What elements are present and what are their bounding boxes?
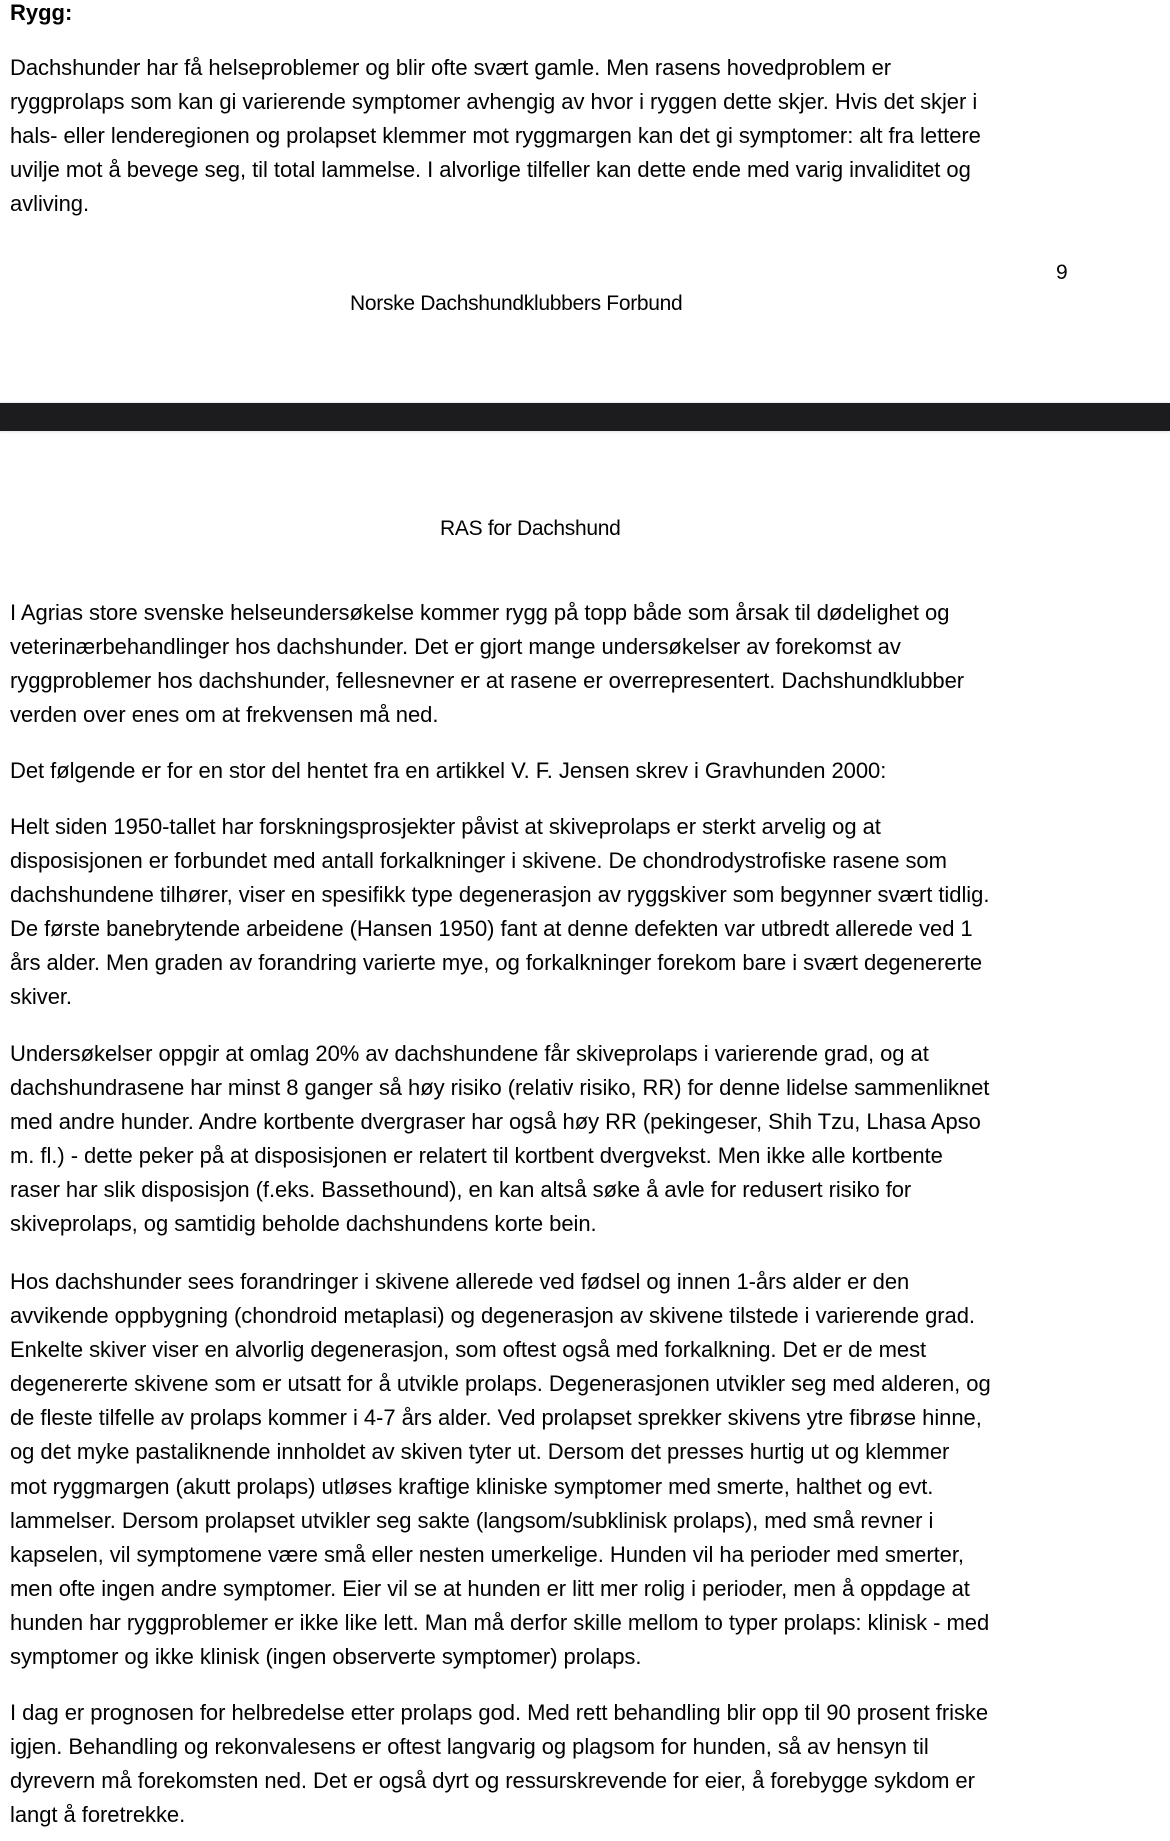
text-line: symptomer og ikke klinisk (ingen observerte symptomer) prolaps. xyxy=(10,1644,642,1670)
text-line: langt å foretrekke. xyxy=(10,1802,186,1828)
text-line: dyrevern må forekomsten ned. Det er også dyrt og ressurskrevende for eier, å forebygge sykdom er xyxy=(10,1768,975,1794)
page-break-divider xyxy=(0,403,1170,431)
text-line: De første banebrytende arbeidene (Hansen 1950) fant at denne defekten var utbredt allerede ved 1 xyxy=(10,916,973,942)
text-line: kapselen, vil symptomene være små eller nesten umerkelige. Hunden vil ha perioder med smerter, xyxy=(10,1541,964,1567)
text-line: ryggproblemer hos dachshunder, fellesnevner er at rasene er overrepresentert. Dachshundklubber xyxy=(10,668,965,694)
text-line: igjen. Behandling og rekonvalesens er oftest langvarig og plagsom for hunden, så av hensyn til xyxy=(10,1734,929,1760)
running-header: RAS for Dachshund xyxy=(440,517,621,540)
text-line: degenererte skivene som er utsatt for å utvikle prolaps. Degenerasjonen utvikler seg med alderen, og xyxy=(10,1371,991,1397)
text-line: Enkelte skiver viser en alvorlig degenerasjon, som oftest også med forkalkning. Det er de mest xyxy=(10,1337,927,1363)
text-line: ryggprolaps som kan gi varierende symptomer avhengig av hvor i ryggen dette skjer. Hvis det skjer i xyxy=(10,89,978,115)
page-number: 9 xyxy=(1056,261,1068,284)
text-line: veterinærbehandlinger hos dachshunder. Det er gjort mange undersøkelser av forekomst av xyxy=(10,634,901,660)
paragraph-prognosis xyxy=(10,1696,1170,1832)
text-line: avliving. xyxy=(10,191,90,217)
text-line: hals- eller lenderegionen og prolapset klemmer mot ryggmargen kan det gi symptomer: alt fra lettere xyxy=(10,123,981,149)
text-line: lammelser. Dersom prolapset utvikler seg sakte (langsom/subklinisk prolaps), med små revner i xyxy=(10,1507,934,1533)
text-line: disposisjonen er forbundet med antall forkalkninger i skivene. De chondrodystrofiske rasene som xyxy=(10,848,947,874)
text-line: Dachshunder har få helseproblemer og blir ofte svært gamle. Men rasens hovedproblem er xyxy=(10,55,892,80)
text-line: Det følgende er for en stor del hentet fra en artikkel V. F. Jensen skrev i Gravhunden 2000: xyxy=(10,758,887,783)
text-line: Undersøkelser oppgir at omlag 20% av dachshundene får skiveprolaps i varierende grad, og at xyxy=(10,1041,929,1066)
paragraph-agria-survey xyxy=(10,596,1170,732)
text-line: de fleste tilfelle av prolaps kommer i 4-7 års alder. Ved prolapset sprekker skivens ytre fibrøse hinne, xyxy=(10,1405,982,1431)
text-line: Hos dachshunder sees forandringer i skivene allerede ved fødsel og innen 1-års alder er den xyxy=(10,1269,910,1294)
text-line: skiveprolaps, og samtidig beholde dachshundens korte bein. xyxy=(10,1211,597,1237)
text-line: års alder. Men graden av forandring varierte mye, og forkalkninger forekom bare i svært degenererte xyxy=(10,950,983,976)
text-line: hunden har ryggproblemer er ikke like lett. Man må derfor skille mellom to typer prolaps: klinisk - med xyxy=(10,1609,990,1635)
text-line: m. fl.) - dette peker på at disposisjonen er relatert til kortbent dvergvekst. Men ikke alle kortbente xyxy=(10,1143,943,1169)
text-line: og det myke pastaliknende innholdet av skiven tyter ut. Dersom det presses hurtig ut og klemmer xyxy=(10,1439,950,1465)
paragraph-source-note xyxy=(10,754,1170,788)
paragraph-risk-studies xyxy=(10,1037,1170,1242)
text-line: I Agrias store svenske helseundersøkelse kommer rygg på topp både som årsak til dødelighet og xyxy=(10,600,950,625)
section-heading-rygg: Rygg: xyxy=(10,0,73,25)
text-line: dachshundrasene har minst 8 ganger så høy risiko (relativ risiko, RR) for denne lidelse sammenliknet xyxy=(10,1075,990,1101)
text-line: mot ryggmargen (akutt prolaps) utløses kraftige kliniske symptomer med smerte, halthet og evt. xyxy=(10,1473,934,1499)
footer-organization: Norske Dachshundklubbers Forbund xyxy=(350,292,683,315)
paragraph-pathology xyxy=(10,1265,1170,1674)
paragraph-rygg-intro xyxy=(10,51,1170,221)
text-line: dachshundene tilhører, viser en spesifikk type degenerasjon av ryggskiver som begynner svært tidlig. xyxy=(10,882,990,908)
text-line: raser har slik disposisjon (f.eks. Bassethound), en kan altså søke å avle for redusert risiko for xyxy=(10,1177,912,1203)
text-line: I dag er prognosen for helbredelse etter prolaps god. Med rett behandling blir opp til 90 prosent friske xyxy=(10,1700,989,1725)
text-line: med andre hunder. Andre kortbente dvergraser har også høy RR (pekingeser, Shih Tzu, Lhasa Apso xyxy=(10,1109,981,1135)
text-line: Helt siden 1950-tallet har forskningsprosjekter påvist at skiveprolaps er sterkt arvelig og at xyxy=(10,814,881,839)
text-line: avvikende oppbygning (chondroid metaplasi) og degenerasjon av skivene tilstede i varierende grad. xyxy=(10,1303,975,1329)
paragraph-history xyxy=(10,810,1170,1015)
text-line: men ofte ingen andre symptomer. Eier vil se at hunden er litt mer rolig i perioder, men å oppdage at xyxy=(10,1575,970,1601)
text-line: uvilje mot å bevege seg, til total lammelse. I alvorlige tilfeller kan dette ende med varig invaliditet og xyxy=(10,157,971,183)
text-line: skiver. xyxy=(10,984,72,1010)
text-line: verden over enes om at frekvensen må ned. xyxy=(10,702,439,728)
